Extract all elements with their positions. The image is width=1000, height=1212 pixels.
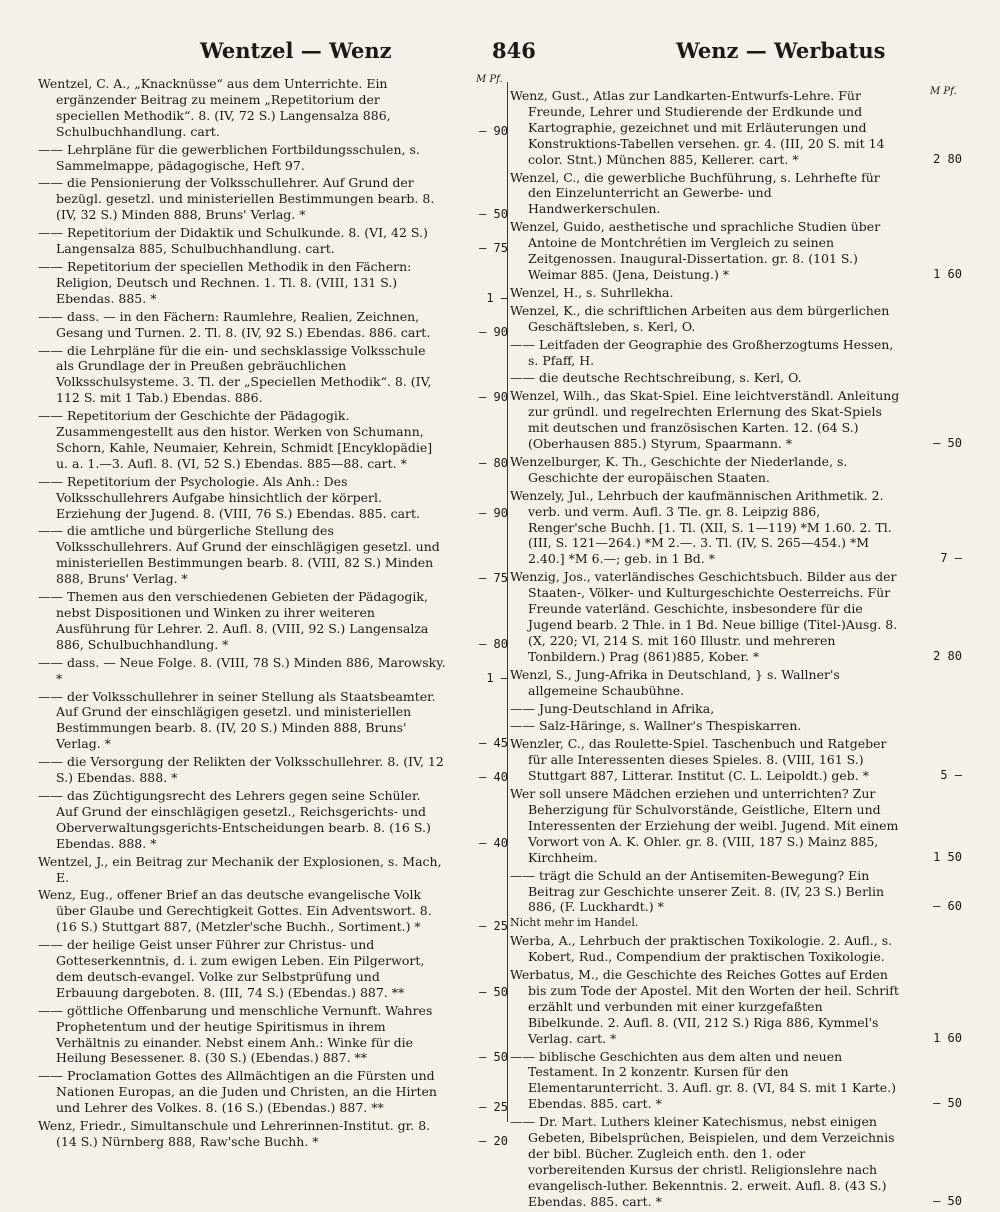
catalog-entry	[510, 868, 962, 916]
entry-text: —— Themen aus den verschiedenen Gebieten der Pädagogik, nebst Dispositionen und Winken zu ihrer weiteren Ausführung für Lehrer. 2. Aufl. 8. (VIII, 92 S.) Langensalza 886, Schulbuchhandlung. *	[38, 589, 429, 652]
entry-text: —— die Lehrpläne für die ein- und sechsklassige Volksschule als Grundlage der in Preußen gebräuchlichen Volksschulsysteme. 3. Tl. der „Speciellen Methodik“. 8. (IV, 112 S. mit 1 Tab.) Ebendas. 886.	[38, 342, 432, 406]
catalog-entry	[38, 655, 508, 687]
entry-text: Wenz, Eug., offener Brief an das deutsche evangelische Volk über Glaube und Gerechtigkeit Gottes. Ein Adventswort. 8. (16 S.) Stuttgart 887, (Metzler'sche Buchh., Sortiment.) *	[38, 887, 432, 935]
price-unit-right: M Pf.	[930, 86, 957, 97]
catalog-entry	[510, 88, 962, 168]
entry-text: Wenzel, Guido, aesthetische und sprachliche Studien über Antoine de Montchrétien im Vergleich zu seinen Zeitgenossen. Inaugural-Dissertation. gr. 8. (101 S.) Weimar 885. (Jena, Deistung.) *	[510, 219, 881, 282]
entry-text: —— Repetitorium der Didaktik und Schulkunde. 8. (VI, 42 S.) Langensalza 885, Schulbuchhandlung. cart.	[38, 225, 428, 257]
entry-price: 5 —	[940, 768, 962, 783]
catalog-entry	[38, 754, 508, 786]
catalog-entry	[510, 736, 962, 784]
catalog-entry	[38, 1003, 508, 1067]
catalog-entry	[38, 76, 508, 140]
entry-text: Wenzel, K., die schriftlichen Arbeiten aus dem bürgerlichen Geschäftsleben, s. Kerl, O.	[510, 302, 890, 334]
entry-text: Wer soll unsere Mädchen erziehen und unterrichten? Zur Beherzigung für Schulvorstände, Geistliche, Eltern und Interessenten der Erziehung der weibl. Jugend. Mit einem Vorwort von A. K. Ohler. gr. 8. (VIII, 187 S.) Mainz 885, Kirchheim.	[510, 786, 899, 865]
catalog-entry	[38, 225, 508, 257]
entry-text: Wenzely, Jul., Lehrbuch der kaufmännischen Arithmetik. 2. verb. und verm. Aufl. 3 Tle. gr. 8. Leipzig 886, Renger'sche Buchh. [1. Tl. (XII, S. 1—119) *M 1.60. 2. Tl. (III, S. 121—264.) *M 2.—. 3. Tl. (IV, S. 265—454.) *M 2.40.] *M 6.—; geb. in 1 Bd. *	[510, 487, 892, 567]
entry-price: 1 50	[933, 849, 962, 864]
entry-text: —— Dr. Mart. Luthers kleiner Katechismus, nebst einigen Gebeten, Bibelsprüchen, Beispielen, und dem Verzeichnis der bibl. Bücher. Zugleich enth. den 1. oder vorbereitenden Kursus der christl. Religionslehre nach evangelisch-luther. Bekenntnis. 2. erweit. Aufl. 8. (43 S.) Ebendas. 885. cart. *	[510, 1114, 895, 1209]
catalog-entry	[510, 370, 962, 386]
entry-price: — 50	[933, 436, 962, 451]
entry-text: Wenzler, C., das Roulette-Spiel. Taschenbuch und Ratgeber für alle Interessenten dieses Spieles. 8. (VIII, 161 S.) Stuttgart 887, Litterar. Institut (C. L. Leipoldt.) geb. *	[510, 736, 887, 784]
header-right: Wenz — Werbatus	[676, 38, 886, 63]
catalog-entry	[510, 967, 962, 1047]
entry-price: — 50	[933, 1096, 962, 1111]
catalog-entry	[38, 408, 508, 472]
entry-text: —— die amtliche und bürgerliche Stellung des Volksschullehrers. Auf Grund der einschlägigen gesetzl. und ministeriellen Bestimmungen bearb. 8. (VIII, 82 S.) Minden 888, Bruns' Verlag. *	[38, 523, 440, 587]
entry-price: — 25	[479, 1100, 508, 1115]
entry-text: —— trägt die Schuld an der Antisemiten-Bewegung? Ein Beitrag zur Geschichte unserer Zeit. 8. (IV, 23 S.) Berlin 886, (F. Luckhardt.) *	[510, 867, 885, 915]
entry-price: — 75	[479, 571, 508, 586]
entry-text: Wentzel, C. A., „Knacknüsse“ aus dem Unterrichte. Ein ergänzender Beitrag zu meinem „Repetitorium der speciellen Methodik“. 8. (IV, 72 S.) Langensalza 886, Schulbuchhandlung. cart.	[38, 76, 391, 139]
catalog-entry	[38, 175, 508, 223]
entry-price: 1 60	[933, 266, 962, 281]
entry-price: — 45	[479, 736, 508, 751]
catalog-entry	[510, 667, 962, 699]
entry-text: Wenzig, Jos., vaterländisches Geschichtsbuch. Bilder aus der Staaten-, Völker- und Kulturgeschichte Oesterreichs. Für Freunde vaterländ. Geschichte, insbesondere für die Jugend bearb. 2 Thle. in 1 Bd. Neue billige (Titel-)Ausg. 8. (X, 220; VI, 214 S. mit 160 Illustr. und mehreren Tonbildern.) Prag (861)885, Kober. *	[510, 569, 898, 664]
entry-text: —— die Versorgung der Relikten der Volksschullehrer. 8. (IV, 12 S.) Ebendas. 888. *	[38, 754, 444, 786]
entry-text: —— die Pensionierung der Volksschullehrer. Auf Grund der bezügl. gesetzl. und ministeriellen Bestimmungen bearb. 8. (IV, 32 S.) Minden 888, Bruns' Verlag. *	[38, 175, 435, 223]
catalog-entry	[38, 343, 508, 407]
catalog-entry	[510, 718, 962, 734]
entry-price: — 90	[479, 505, 508, 520]
entry-text: —— Repetitorium der speciellen Methodik in den Fächern: Religion, Deutsch und Rechnen. 1. Tl. 8. (VIII, 131 S.) Ebendas. 885. *	[38, 258, 412, 306]
catalog-entry	[38, 887, 508, 935]
entry-price: — 50	[479, 984, 508, 999]
entry-price: — 50	[479, 207, 508, 222]
entry-text: —— die deutsche Rechtschreibung, s. Kerl, O.	[510, 370, 802, 386]
catalog-entry	[38, 589, 508, 653]
entry-text: —— Repetitorium der Psychologie. Als Anh.: Des Volksschullehrers Aufgabe hinsichtlich der körperl. Erziehung der Jugend. 8. (VIII, 76 S.) Ebendas. 885. cart.	[38, 473, 421, 521]
catalog-entry	[38, 937, 508, 1001]
page-header	[0, 38, 1000, 68]
entry-text: —— der Volksschullehrer in seiner Stellung als Staatsbeamter. Auf Grund der einschlägigen gesetzl. und ministeriellen Bestimmungen bearb. 8. (IV, 20 S.) Minden 888, Bruns' Verlag. *	[38, 688, 436, 752]
entry-text: Wenzel, Wilh., das Skat-Spiel. Eine leichtverständl. Anleitung zur gründl. und regelrechten Erlernung des Skat-Spiels mit deutschen und französischen Karten. 12. (64 S.) (Oberhausen 885.) Styrum, Spaarmann. *	[510, 388, 900, 452]
entry-price: 2 80	[933, 648, 962, 663]
entry-price: 1 —	[486, 670, 508, 685]
catalog-entry	[510, 915, 962, 931]
catalog-entry	[38, 689, 508, 753]
entry-text: Wenz, Gust., Atlas zur Landkarten-Entwurfs-Lehre. Für Freunde, Lehrer und Studierende der Erdkunde und Kartographie, gezeichnet und mit Erläuterungen und Konstruktions-Tabellen versehen. gr. 4. (III, 20 S. mit 14 color. Stnt.) München 885, Kellerer. cart. *	[510, 88, 885, 167]
entry-text: —— Jung-Deutschland in Afrika,	[510, 700, 715, 716]
entry-price: — 20	[479, 1134, 508, 1148]
entry-price: 2 80	[933, 151, 962, 166]
price-unit-left: M Pf.	[476, 74, 503, 85]
entry-text: —— biblische Geschichten aus dem alten und neuen Testament. In 2 konzentr. Kursen für den Elementarunterricht. 3. Aufl. gr. 8. (VI, 84 S. mit 1 Karte.) Ebendas. 885. cart. *	[510, 1048, 897, 1112]
catalog-entry	[510, 388, 962, 452]
catalog-entry	[510, 786, 962, 866]
entry-text: Wenzel, H., s. Suhrllekha.	[510, 284, 674, 300]
entry-price: — 40	[479, 770, 508, 785]
entry-text: —— Leitfaden der Geographie des Großherzogtums Hessen, s. Pfaff, H.	[510, 336, 894, 368]
entry-price: — 60	[933, 899, 962, 914]
catalog-entry	[38, 142, 508, 174]
entry-text: Wenzl, S., Jung-Afrika in Deutschland, } s. Wallner's allgemeine Schaubühne.	[510, 666, 840, 698]
entry-text: Wenz, Friedr., Simultanschule und Lehrerinnen-Institut. gr. 8. (14 S.) Nürnberg 888, Raw'sche Buchh. *	[38, 1118, 431, 1149]
catalog-entry	[510, 701, 962, 717]
entry-text: Werba, A., Lehrbuch der praktischen Toxikologie. 2. Aufl., s. Kobert, Rud., Compendium der praktischen Toxikologie.	[510, 933, 893, 965]
entry-text: —— Salz-Häringe, s. Wallner's Thespiskarren.	[510, 718, 802, 734]
right-column	[510, 88, 962, 1212]
catalog-entry	[510, 454, 962, 486]
entry-price: — 40	[479, 835, 508, 850]
entry-text: Wentzel, J., ein Beitrag zur Mechanik der Explosionen, s. Mach, E.	[38, 853, 442, 885]
catalog-entry	[510, 170, 962, 218]
catalog-entry	[510, 1114, 962, 1209]
entry-price: — 90	[479, 324, 508, 339]
entry-price: — 50	[479, 1050, 508, 1065]
entry-price: 1 —	[486, 290, 508, 305]
catalog-entry	[38, 523, 508, 587]
left-column	[38, 76, 508, 1152]
entry-price: 1 60	[933, 1030, 962, 1045]
entry-price: — 50	[933, 1193, 962, 1208]
catalog-entry	[510, 1049, 962, 1113]
catalog-entry	[510, 285, 962, 301]
catalog-entry	[510, 488, 962, 568]
entry-price: — 80	[479, 636, 508, 651]
catalog-entry	[38, 474, 508, 522]
entry-text: Wenzel, C., die gewerbliche Buchführung, s. Lehrhefte für den Einzelunterricht an Gewerbe- und Handwerkerschulen.	[510, 169, 880, 217]
catalog-entry	[38, 1068, 508, 1116]
entry-text: —— dass. — in den Fächern: Raumlehre, Realien, Zeichnen, Gesang und Turnen. 2. Tl. 8. (IV, 92 S.) Ebendas. 886. cart.	[38, 308, 431, 340]
entry-text: —— Repetitorium der Geschichte der Pädagogik. Zusammengestellt aus den histor. Werken von Schumann, Schorn, Kahle, Neumaier, Kehrein, Schmidt [Encyklopädie] u. a. 1.—3. Aufl. 8. (VI, 52 S.) Ebendas. 885—88. cart. *	[38, 408, 433, 471]
entry-text: Werbatus, M., die Geschichte des Reiches Gottes auf Erden bis zum Tode der Apostel. Mit den Worten der heil. Schrift erzählt und verbunden mit einer kurzgefaßten Bibelkunde. 2. Aufl. 8. (VII, 212 S.) Riga 886, Kymmel's Verlag. cart. *	[510, 967, 899, 1046]
entry-price: — 80	[479, 455, 508, 470]
entry-text: —— der heilige Geist unser Führer zur Christus- und Gotteserkenntnis, d. i. zum ewigen Leben. Ein Pilgerwort, dem deutsch-evangel. Volke zur Selbstprüfung und Erbauung dargeboten. 8. (III, 74 S.) (Ebendas.) 887. **	[38, 937, 425, 1000]
header-left: Wentzel — Wenz	[200, 38, 392, 63]
page-number: 846	[492, 38, 536, 63]
catalog-entry	[510, 219, 962, 283]
catalog-entry	[510, 337, 962, 369]
entry-price: — 75	[479, 241, 508, 256]
entry-text: —— dass. — Neue Folge. 8. (VIII, 78 S.) Minden 886, Marowsky. *	[38, 654, 446, 686]
entry-text: —— göttliche Offenbarung und menschliche Vernunft. Wahres Prophetentum und der heutige Spiritismus in ihrem Verhältnis zu einander. Nebst einem Anh.: Winke für die Heilung Besessener. 8. (30 S.) (Ebendas.) 887. **	[38, 1002, 433, 1066]
entry-text: —— das Züchtigungsrecht des Lehrers gegen seine Schüler. Auf Grund der einschlägigen gesetzl., Reichsgerichts- und Oberverwaltungsgerichts-Entscheidungen bearb. 8. (16 S.) Ebendas. 888. *	[38, 787, 431, 851]
catalog-entry	[510, 933, 962, 965]
catalog-entry	[510, 569, 962, 664]
entry-price: — 90	[479, 390, 508, 405]
entry-price: — 90	[479, 123, 508, 138]
entry-text: Nicht mehr im Handel.	[510, 916, 639, 930]
catalog-entry	[38, 854, 508, 886]
entry-price: 7 —	[940, 551, 962, 566]
catalog-entry	[38, 309, 508, 341]
catalog-entry	[38, 788, 508, 852]
catalog-entry	[38, 259, 508, 307]
entry-price: — 25	[479, 919, 508, 934]
entry-text: Wenzelburger, K. Th., Geschichte der Niederlande, s. Geschichte der europäischen Staaten.	[510, 453, 848, 485]
catalog-entry	[38, 1118, 508, 1150]
catalog-entry	[510, 303, 962, 335]
entry-text: —— Lehrpläne für die gewerblichen Fortbildungsschulen, s. Sammelmappe, pädagogische, Heft 97.	[38, 141, 420, 173]
entry-text: —— Proclamation Gottes des Allmächtigen an die Fürsten und Nationen Europas, an die Juden und Christen, an die Hirten und Lehrer des Volkes. 8. (16 S.) (Ebendas.) 887. **	[38, 1068, 437, 1116]
